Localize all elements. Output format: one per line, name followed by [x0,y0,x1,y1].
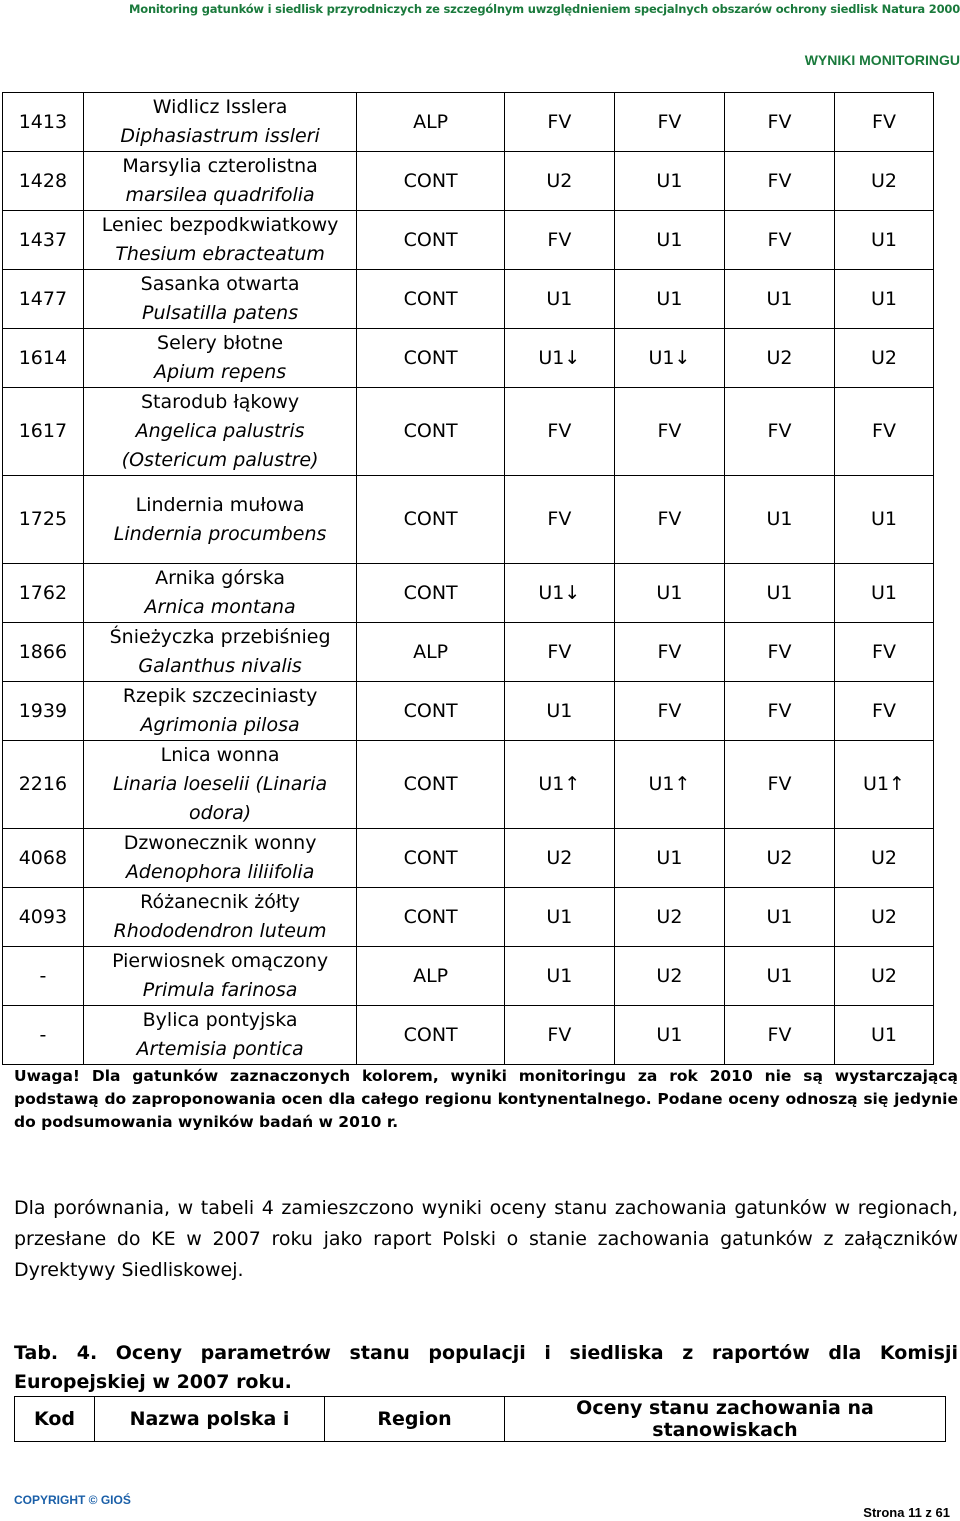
section-title: WYNIKI MONITORINGU [804,52,960,68]
assessment-cell: U1 [504,888,614,947]
species-code: 4068 [3,829,84,888]
assessment-cell: FV [724,682,834,741]
table4-header-name: Nazwa polska i [95,1397,325,1442]
assessment-cell: U2 [614,888,724,947]
species-code: 2216 [3,741,84,829]
species-name-polish: Pierwiosnek omączony [112,950,329,972]
assessment-cell: U1↑ [614,741,724,829]
region-cell: ALP [357,623,504,682]
assessment-cell: FV [724,93,834,152]
species-code: - [3,1006,84,1065]
species-code: 1614 [3,329,84,388]
species-name-polish: Śnieżyczka przebiśnieg [109,626,331,648]
assessment-cell: FV [724,152,834,211]
region-cell: CONT [357,564,504,623]
species-code: 4093 [3,888,84,947]
assessment-cell: FV [724,211,834,270]
species-name-latin: Artemisia pontica [136,1038,304,1060]
species-name [83,388,357,476]
assessment-cell: U2 [614,947,724,1006]
assessment-cell: U1 [835,476,934,564]
region-cell: CONT [357,211,504,270]
table-row [3,564,934,623]
region-cell: CONT [357,388,504,476]
species-name-latin: Pulsatilla patens [142,302,299,324]
species-name-latin: Thesium ebracteatum [115,243,325,265]
species-name [83,329,357,388]
assessment-cell: FV [614,623,724,682]
table-row [3,476,934,564]
table4-header-kod: Kod [15,1397,95,1442]
table-row [3,888,934,947]
table4-caption: Tab. 4. Oceny parametrów stanu populacji i siedliska z raportów dla Komisji Europejskiej w 2007 roku. [14,1342,958,1393]
assessment-cell: FV [724,741,834,829]
assessment-cell: FV [835,388,934,476]
species-name [83,741,357,829]
species-name-latin: Agrimonia pilosa [140,714,300,736]
assessment-cell: FV [835,623,934,682]
assessment-cell: U1 [835,270,934,329]
assessment-cell: U2 [835,329,934,388]
assessment-cell: U2 [835,829,934,888]
assessment-cell: U1 [614,829,724,888]
assessment-cell: U2 [835,888,934,947]
assessment-cell: FV [504,623,614,682]
species-name-polish: Lindernia mułowa [135,493,305,516]
assessment-cell: U1 [835,564,934,623]
species-name-polish: Arnika górska [155,567,286,589]
species-name-polish: Rzepik szczeciniasty [122,685,318,707]
region-cell: ALP [357,947,504,1006]
table4-header-row [15,1397,946,1442]
assessment-cell: FV [504,388,614,476]
table-row [3,152,934,211]
species-code: - [3,947,84,1006]
assessment-cell: FV [724,1006,834,1065]
table-row [3,211,934,270]
assessment-cell: U1↑ [504,741,614,829]
assessment-cell: U1↓ [614,329,724,388]
assessment-cell: U1 [614,270,724,329]
running-header: Monitoring gatunków i siedlisk przyrodniczych ze szczególnym uwzględnieniem specjalnych obszarów ochrony siedlisk Natura 2000 [129,2,960,16]
assessment-cell: U1 [724,564,834,623]
species-name-latin: Arnica montana [144,596,296,618]
species-name-polish: Marsylia czterolistna [122,155,318,177]
assessment-cell: U1 [614,152,724,211]
species-name-latin: Apium repens [154,361,287,383]
species-name-latin: Primula farinosa [142,979,298,1001]
assessment-cell: U1 [724,270,834,329]
species-name [83,1006,357,1065]
species-name-polish: Selery błotne [157,332,284,354]
species-name [83,888,357,947]
table-row [3,329,934,388]
species-name [83,476,357,564]
region-cell: CONT [357,1006,504,1065]
assessment-cell: FV [724,388,834,476]
assessment-cell: FV [614,93,724,152]
species-code: 1939 [3,682,84,741]
region-cell: CONT [357,888,504,947]
assessment-cell: U1↓ [504,329,614,388]
species-name [83,947,357,1006]
table-row [3,623,934,682]
species-name-latin: Diphasiastrum issleri [120,125,320,147]
species-name-latin: Linaria loeselii (Linaria odora) [113,773,328,824]
assessment-cell: FV [614,682,724,741]
table-row [3,682,934,741]
species-name-polish: Sasanka otwarta [140,273,300,295]
assessment-cell: FV [835,93,934,152]
region-cell: CONT [357,152,504,211]
table-row [3,93,934,152]
species-name-latin: Adenophora liliifolia [125,861,315,883]
table-row [3,947,934,1006]
species-name-latin: Galanthus nivalis [138,655,302,677]
assessment-cell: U2 [724,829,834,888]
species-name-latin: Angelica palustris (Ostericum palustre) [121,420,319,471]
assessment-cell: U2 [724,329,834,388]
species-code: 1428 [3,152,84,211]
species-name-polish: Dzwonecznik wonny [123,832,317,854]
species-name-latin: Rhododendron luteum [113,920,327,942]
species-code: 1413 [3,93,84,152]
species-code: 1725 [3,476,84,564]
species-code: 1762 [3,564,84,623]
species-name [83,152,357,211]
table-row [3,388,934,476]
table-row [3,741,934,829]
assessment-cell: FV [835,682,934,741]
note [14,1065,958,1134]
species-name-polish: Starodub łąkowy [141,391,300,413]
region-cell: CONT [357,329,504,388]
assessment-cell: U1↑ [835,741,934,829]
monitoring-results-table [2,92,934,1065]
assessment-cell: FV [614,476,724,564]
note-text: Dla gatunków zaznaczonych kolorem, wyniki monitoringu za rok 2010 nie są wystarczającą podstawą do zaproponowania ocen dla całego regionu kontynentalnego. Podane oceny odnoszą się jedynie do podsumowania wyników badań w 2010 r. [14,1067,958,1131]
assessment-cell: U1 [504,682,614,741]
species-name [83,93,357,152]
species-name [83,270,357,329]
species-name [83,564,357,623]
assessment-cell: U2 [835,152,934,211]
table4 [14,1396,946,1442]
note-label: Uwaga! [14,1067,80,1085]
assessment-cell: U2 [835,947,934,1006]
assessment-cell: U1↓ [504,564,614,623]
species-name [83,211,357,270]
assessment-cell: U1 [614,1006,724,1065]
copyright: COPYRIGHT © GIOŚ [14,1493,131,1507]
table4-header-assessment: Oceny stanu zachowania na stanowiskach [505,1397,946,1442]
assessment-cell: U1 [724,947,834,1006]
species-code: 1866 [3,623,84,682]
species-name [83,682,357,741]
species-name-polish: Widlicz Isslera [152,96,288,118]
assessment-cell: U1 [614,211,724,270]
comparison-paragraph: Dla porównania, w tabeli 4 zamieszczono wyniki oceny stanu zachowania gatunków w regionach, przesłane do KE w 2007 roku jako raport Polski o stanie zachowania gatunków z załączników Dyrektywy Siedliskowej. [14,1197,958,1281]
page-number: Strona 11 z 61 [863,1505,950,1520]
assessment-cell: FV [504,211,614,270]
assessment-cell: U1 [614,564,724,623]
species-name-latin: Lindernia procumbens [113,522,327,545]
assessment-cell: FV [504,476,614,564]
assessment-cell: U1 [724,476,834,564]
assessment-cell: U1 [835,1006,934,1065]
species-name [83,623,357,682]
region-cell: CONT [357,476,504,564]
assessment-cell: FV [504,1006,614,1065]
table4-header-region: Region [325,1397,505,1442]
assessment-cell: U1 [504,270,614,329]
species-name [83,829,357,888]
species-name-polish: Leniec bezpodkwiatkowy [101,214,339,236]
assessment-cell: FV [614,388,724,476]
table-row [3,1006,934,1065]
assessment-cell: U1 [504,947,614,1006]
species-code: 1617 [3,388,84,476]
assessment-cell: U1 [835,211,934,270]
species-code: 1437 [3,211,84,270]
species-name-polish: Lnica wonna [160,744,280,766]
species-name-latin: marsilea quadrifolia [125,184,315,206]
region-cell: CONT [357,270,504,329]
region-cell: CONT [357,741,504,829]
species-name-polish: Różanecnik żółty [140,891,300,913]
assessment-cell: U1 [724,888,834,947]
assessment-cell: U2 [504,829,614,888]
region-cell: CONT [357,829,504,888]
species-name-polish: Bylica pontyjska [142,1009,298,1031]
assessment-cell: FV [724,623,834,682]
table-row [3,829,934,888]
table-row [3,270,934,329]
assessment-cell: U2 [504,152,614,211]
assessment-cell: FV [504,93,614,152]
species-code: 1477 [3,270,84,329]
region-cell: CONT [357,682,504,741]
region-cell: ALP [357,93,504,152]
